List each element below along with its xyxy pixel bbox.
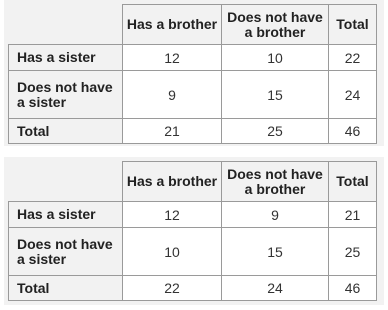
row-header-no-sister: Does not have a sister bbox=[9, 228, 123, 276]
table-cell: 9 bbox=[222, 202, 329, 228]
table-row bbox=[9, 71, 377, 119]
col-header-total: Total bbox=[329, 5, 377, 45]
corner-cell bbox=[9, 162, 123, 202]
two-way-table-panel-1 bbox=[4, 0, 384, 146]
col-header-has-brother: Has a brother bbox=[123, 5, 222, 45]
row-header-has-sister: Has a sister bbox=[9, 202, 123, 228]
table-cell: 24 bbox=[222, 276, 329, 301]
col-header-no-brother: Does not have a brother bbox=[222, 162, 329, 202]
table-cell: 21 bbox=[123, 119, 222, 144]
table-cell: 22 bbox=[329, 45, 377, 71]
row-header-no-sister: Does not have a sister bbox=[9, 71, 123, 119]
row-header-total: Total bbox=[9, 119, 123, 144]
table-cell: 22 bbox=[123, 276, 222, 301]
table-cell: 25 bbox=[222, 119, 329, 144]
table-row bbox=[9, 45, 377, 71]
table-cell: 21 bbox=[329, 202, 377, 228]
row-header-has-sister: Has a sister bbox=[9, 45, 123, 71]
col-header-total: Total bbox=[329, 162, 377, 202]
table-row bbox=[9, 228, 377, 276]
col-header-has-brother: Has a brother bbox=[123, 162, 222, 202]
table-cell: 10 bbox=[123, 228, 222, 276]
corner-cell bbox=[9, 5, 123, 45]
table-cell: 46 bbox=[329, 119, 377, 144]
table-header-row bbox=[9, 162, 377, 202]
table-cell: 10 bbox=[222, 45, 329, 71]
table-cell: 15 bbox=[222, 71, 329, 119]
col-header-no-brother: Does not have a brother bbox=[222, 5, 329, 45]
table-cell: 46 bbox=[329, 276, 377, 301]
table-row bbox=[9, 276, 377, 301]
table-cell: 12 bbox=[123, 45, 222, 71]
row-header-total: Total bbox=[9, 276, 123, 301]
table-cell: 12 bbox=[123, 202, 222, 228]
table-cell: 25 bbox=[329, 228, 377, 276]
table-row bbox=[9, 202, 377, 228]
table-row bbox=[9, 119, 377, 144]
two-way-table-1 bbox=[8, 4, 377, 144]
two-way-table-panel-2 bbox=[4, 157, 384, 305]
table-cell: 15 bbox=[222, 228, 329, 276]
table-cell: 24 bbox=[329, 71, 377, 119]
two-way-table-2 bbox=[8, 161, 377, 301]
table-header-row bbox=[9, 5, 377, 45]
table-cell: 9 bbox=[123, 71, 222, 119]
